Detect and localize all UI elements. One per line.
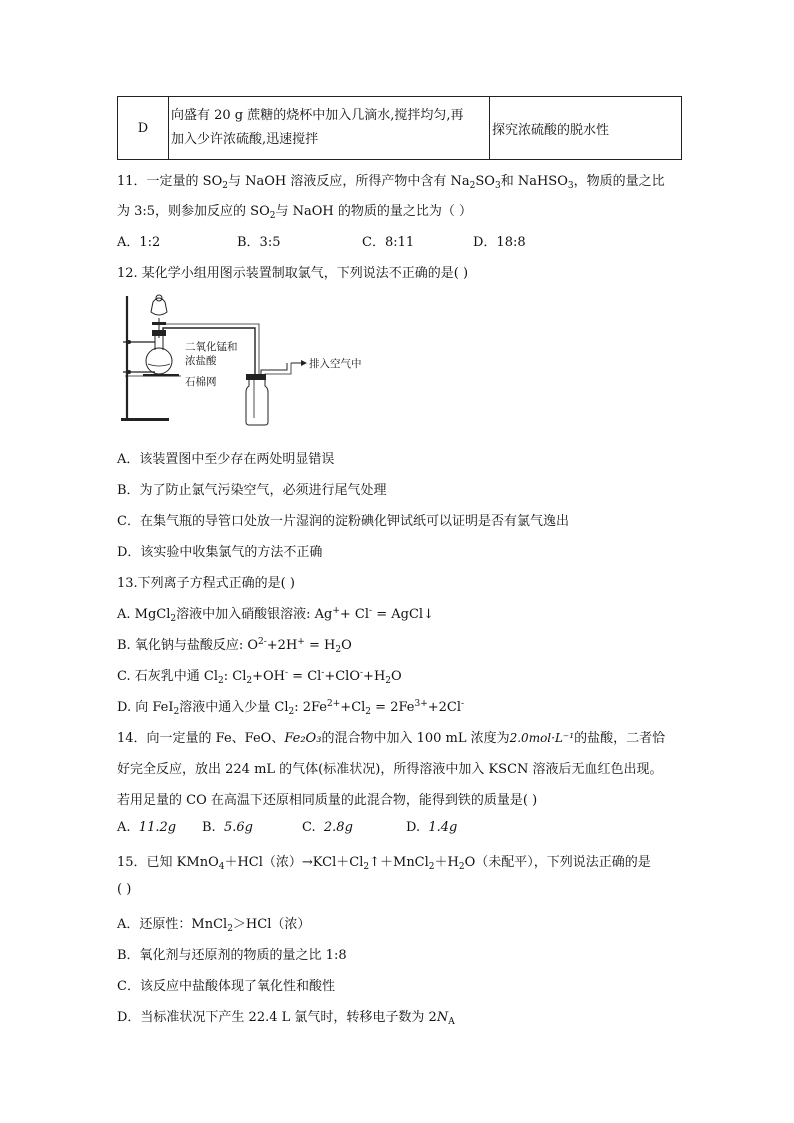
q11-line1: 11．一定量的 $SO_2$与 NaOH 溶液反应，所得产物中含有 $Na_2SO_3$和 NaHSO$_3$，物质的量之比 — [117, 174, 665, 191]
q13-option-b[interactable]: B. 氧化钠与盐酸反应: $O^{2-}+2H^+ = H_2O$ — [117, 637, 352, 655]
q14-line1: 14．向一定量的 Fe、FeO、Fe₂O₃的混合物中加入 100 mL 浓度为2.0mol·L⁻¹的盐酸，二者恰 — [117, 731, 666, 746]
q14-option-c[interactable]: C. 2.8g — [302, 820, 353, 835]
q15-line1: 15．已知 KMnO$_4$＋HCl（浓）$\to KCl+Cl_2↑+MnCl_2+H_2O$（未配平），下列说法正确的是 — [117, 855, 651, 872]
q11-option-d[interactable]: D．18:8 — [473, 235, 526, 250]
q11-line2: 为 3:5，则参加反应的 $SO_2$与 NaOH 的物质的量之比为（ ） — [117, 204, 473, 221]
experiment-table — [117, 96, 682, 160]
figure-label-exhaust: 排入空气中 — [309, 358, 362, 370]
q12-stem: 12. 某化学小组用图示装置制取氯气，下列说法不正确的是( ) — [117, 266, 469, 281]
q12-option-b[interactable]: B．为了防止氯气污染空气，必须进行尾气处理 — [117, 483, 387, 498]
q15-option-c[interactable]: C．该反应中盐酸体现了氧化性和酸性 — [117, 979, 335, 994]
q13-stem: 13.下列离子方程式正确的是( ) — [117, 576, 295, 591]
row-procedure: 向盛有 20 g 蔗糖的烧杯中加入几滴水,搅拌均匀,再 加入少许浓硫酸,迅速搅拌 — [169, 97, 490, 160]
q13-option-d[interactable]: D. 向 FeI$_2$溶液中通入少量 $Cl_2$: $2Fe^{2+}+Cl_2 = 2Fe^{3+}+2Cl^-$ — [117, 699, 465, 717]
q15-option-a[interactable]: A．还原性：MnCl$_2$＞HCl（浓） — [117, 917, 311, 934]
chlorine-apparatus-figure — [115, 290, 375, 428]
q15-option-d[interactable]: D．当标准状况下产生 22.4 L 氯气时，转移电子数为 $2N_A$ — [117, 1010, 455, 1027]
table-row — [118, 97, 682, 160]
q13-option-c[interactable]: C. 石灰乳中通 $Cl_2$: $Cl_2+OH^- = Cl^-+ClO^-+H_2O$ — [117, 668, 402, 686]
row-purpose: 探究浓硫酸的脱水性 — [490, 97, 682, 160]
q14-line2: 好完全反应，放出 224 mL 的气体(标准状况)，所得溶液中加入 KSCN 溶液后无血红色出现。 — [117, 762, 663, 777]
q15-option-b[interactable]: B．氧化剂与还原剂的物质的量之比 1:8 — [117, 948, 347, 963]
q14-option-d[interactable]: D. 1.4g — [406, 820, 458, 835]
q12-option-a[interactable]: A．该装置图中至少存在两处明显错误 — [117, 452, 335, 467]
formula-fe2o3: Fe₂O₃ — [284, 731, 322, 746]
q15-line2: ( ) — [117, 882, 132, 897]
q11-option-b[interactable]: B．3:5 — [237, 235, 281, 250]
q14-line3: 若用足量的 CO 在高温下还原相同质量的此混合物，能得到铁的质量是( ) — [117, 793, 538, 808]
q12-option-c[interactable]: C．在集气瓶的导管口处放一片湿润的淀粉碘化钾试纸可以证明是否有氯气逸出 — [117, 514, 569, 529]
concentration: 2.0mol·L⁻¹ — [509, 731, 575, 745]
figure-label-gauze: 石棉网 — [185, 376, 217, 388]
q13-option-a[interactable]: A. MgCl$_2$溶液中加入硝酸银溶液: Ag++ Cl- = AgCl↓ — [117, 606, 434, 624]
row-label: D — [118, 97, 169, 160]
q11-option-a[interactable]: A．1:2 — [117, 235, 161, 250]
q11-option-c[interactable]: C．8:11 — [362, 235, 415, 250]
q12-option-d[interactable]: D．该实验中收集氯气的方法不正确 — [117, 545, 323, 560]
q14-option-b[interactable]: B. 5.6g — [202, 820, 253, 835]
figure-label-reagents: 二氧化锰和 — [185, 341, 238, 353]
figure-label-acid: 浓盐酸 — [185, 355, 217, 367]
q14-option-a[interactable]: A. 11.2g — [117, 820, 177, 835]
